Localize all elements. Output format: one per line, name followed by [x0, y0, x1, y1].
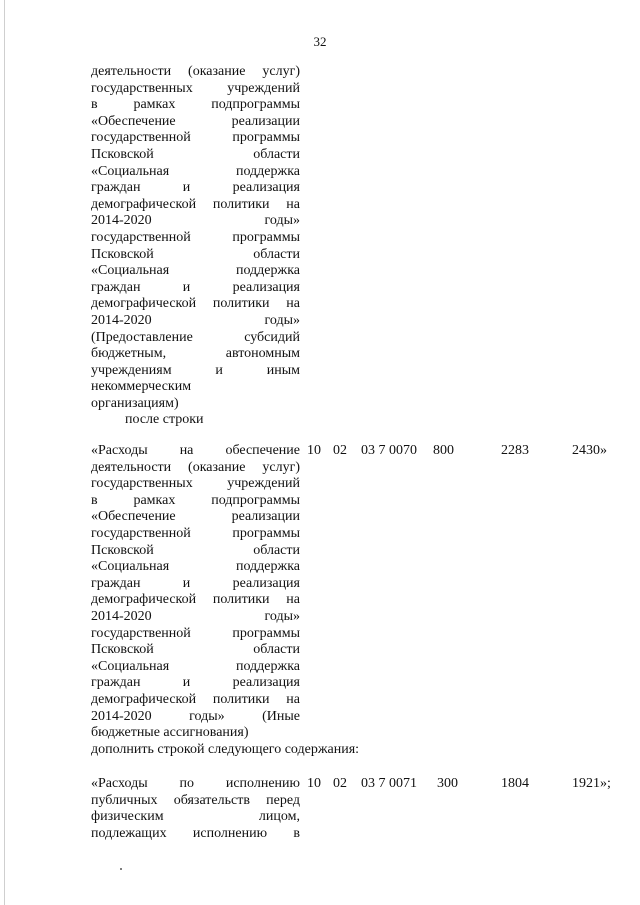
text-line: в рамках подпрограммы	[91, 97, 300, 113]
text-line: 2014-2020 годы» (Иные	[91, 708, 300, 724]
after-row-label: после строки	[125, 412, 204, 428]
text-line: подлежащих исполнению в	[91, 825, 300, 841]
text-line: 2014-2020 годы»	[91, 608, 300, 624]
text-line: граждан и реализация	[91, 279, 300, 295]
text-line: «Социальная поддержка	[91, 163, 300, 179]
subsection-code: 02	[333, 776, 347, 791]
text-line: «Социальная поддержка	[91, 263, 300, 279]
scan-speck	[120, 868, 122, 870]
text-block-2	[91, 443, 300, 742]
text-line: (Предоставление субсидий	[91, 329, 300, 345]
section-code: 10	[307, 776, 321, 791]
text-line: государственной программы	[91, 229, 300, 245]
amount-1: 2283	[501, 443, 529, 458]
text-line: учреждениям и иным	[91, 362, 300, 378]
subsection-code: 02	[333, 443, 347, 458]
text-line: публичных обязательств перед	[91, 792, 300, 808]
text-line: государственных учреждений	[91, 476, 300, 492]
text-line: 2014-2020 годы»	[91, 312, 300, 328]
text-line: бюджетные ассигнования)	[91, 725, 249, 741]
text-line: демографической политики на	[91, 296, 300, 312]
text-line: деятельности (оказание услуг)	[91, 459, 300, 475]
text-line: демографической политики на	[91, 691, 300, 707]
text-line: демографической политики на	[91, 592, 300, 608]
text-line: государственной программы	[91, 625, 300, 641]
text-line: «Обеспечение реализации	[91, 509, 300, 525]
table-row	[0, 443, 640, 460]
text-line: граждан и реализация	[91, 575, 300, 591]
amount-2: 1921»;	[572, 776, 611, 791]
text-block-1	[91, 64, 300, 429]
page-number: 32	[313, 34, 327, 49]
expense-type-code: 800	[433, 443, 454, 458]
text-line: физическим лицом,	[91, 809, 300, 825]
text-line: граждан и реализация	[91, 675, 300, 691]
text-line: Псковской области	[91, 542, 300, 558]
text-line: «Обеспечение реализации	[91, 113, 300, 129]
text-line: в рамках подпрограммы	[91, 492, 300, 508]
table-row	[0, 776, 640, 793]
text-line: «Социальная поддержка	[91, 559, 300, 575]
text-line: государственной программы	[91, 525, 300, 541]
target-article-code: 03 7 0071	[361, 776, 417, 791]
text-line: «Социальная поддержка	[91, 658, 300, 674]
text-line: «Расходы по исполнению	[91, 776, 300, 791]
text-line: граждан и реализация	[91, 180, 300, 196]
text-line: Псковской области	[91, 246, 300, 262]
section-code: 10	[307, 443, 321, 458]
text-line: Псковской области	[91, 642, 300, 658]
expense-type-code: 300	[437, 776, 458, 791]
amount-2: 2430»	[572, 443, 607, 458]
text-line: 2014-2020 годы»	[91, 213, 300, 229]
supplement-instruction: дополнить строкой следующего содержания:	[91, 742, 360, 757]
text-line: деятельности (оказание услуг)	[91, 64, 300, 79]
amount-1: 1804	[501, 776, 529, 791]
text-line: государственной программы	[91, 130, 300, 146]
target-article-code: 03 7 0070	[361, 443, 417, 458]
text-line: государственных учреждений	[91, 80, 300, 96]
text-line: Псковской области	[91, 146, 300, 162]
text-line: демографической политики на	[91, 196, 300, 212]
text-line: «Расходы на обеспечение	[91, 443, 300, 458]
text-line: бюджетным, автономным	[91, 346, 300, 362]
text-line: организациям)	[91, 395, 179, 411]
text-line: некоммерческим	[91, 379, 192, 395]
